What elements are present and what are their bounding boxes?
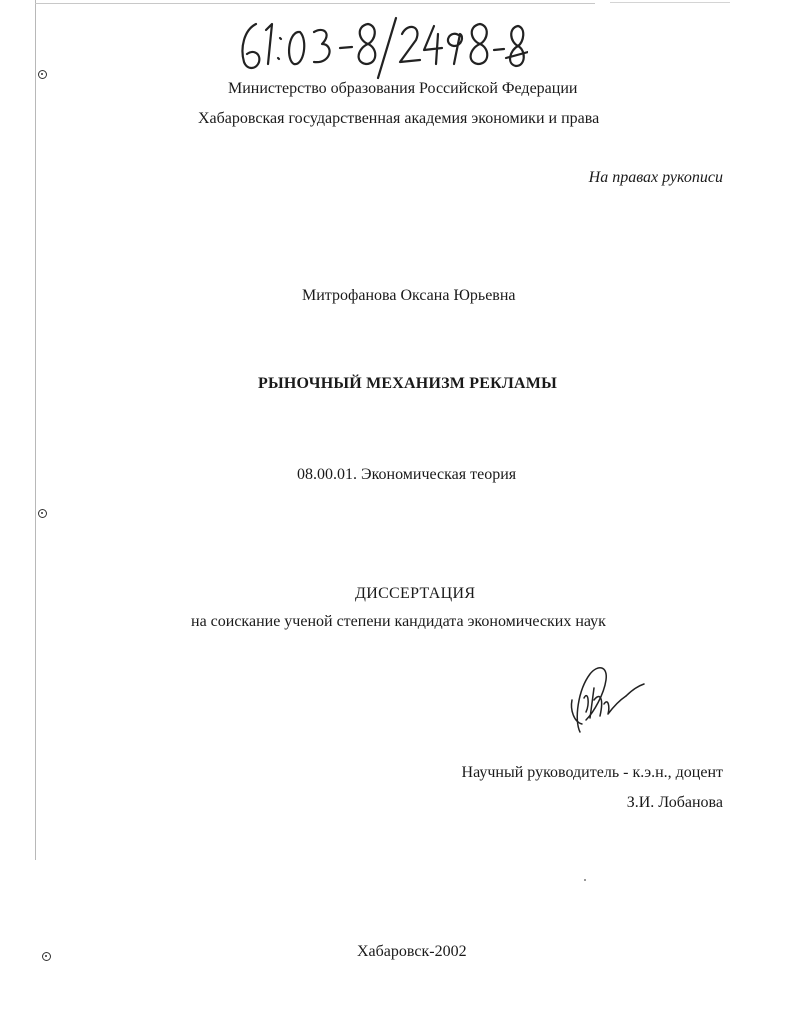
binder-hole-top bbox=[38, 70, 47, 79]
binder-hole-bottom bbox=[42, 952, 51, 961]
signature bbox=[560, 660, 655, 740]
archive-digit-8c bbox=[510, 26, 524, 66]
archive-digit-3 bbox=[314, 30, 330, 62]
binder-hole-middle bbox=[38, 509, 47, 518]
archive-colon bbox=[278, 38, 281, 59]
scan-speck bbox=[584, 879, 586, 881]
archive-digit-8 bbox=[359, 24, 376, 64]
archive-dash-2 bbox=[494, 49, 504, 50]
city-year: Хабаровск-2002 bbox=[357, 943, 467, 960]
scan-top-edge bbox=[35, 3, 595, 4]
specialty-code: 08.00.01. Экономическая теория bbox=[297, 466, 517, 483]
rights-note: На правах рукописи bbox=[588, 169, 723, 186]
degree-description: на соискание ученой степени кандидата экономических наук bbox=[191, 613, 606, 630]
author-name: Митрофанова Оксана Юрьевна bbox=[302, 287, 516, 304]
advisor-name: З.И. Лобанова bbox=[626, 794, 723, 811]
archive-digit-0 bbox=[289, 32, 304, 64]
advisor-role: Научный руководитель - к.э.н., доцент bbox=[461, 764, 723, 781]
dissertation-heading: ДИССЕРТАЦИЯ bbox=[355, 585, 476, 602]
scan-margin-line bbox=[35, 0, 36, 860]
archive-digit-1 bbox=[266, 24, 272, 64]
archive-digit-4 bbox=[424, 26, 442, 64]
archive-slash bbox=[378, 18, 396, 78]
archive-digit-6 bbox=[243, 24, 260, 68]
archive-digit-8b bbox=[471, 24, 488, 64]
scan-top-edge-right bbox=[610, 2, 730, 3]
ministry-name: Министерство образования Российской Федерации bbox=[228, 80, 578, 97]
archive-digit-9 bbox=[448, 34, 462, 64]
dissertation-title: РЫНОЧНЫЙ МЕХАНИЗМ РЕКЛАМЫ bbox=[258, 375, 557, 392]
archive-digit-2 bbox=[400, 27, 420, 62]
academy-name: Хабаровская государственная академия экономики и права bbox=[198, 110, 600, 127]
archive-dash-1 bbox=[340, 47, 352, 48]
